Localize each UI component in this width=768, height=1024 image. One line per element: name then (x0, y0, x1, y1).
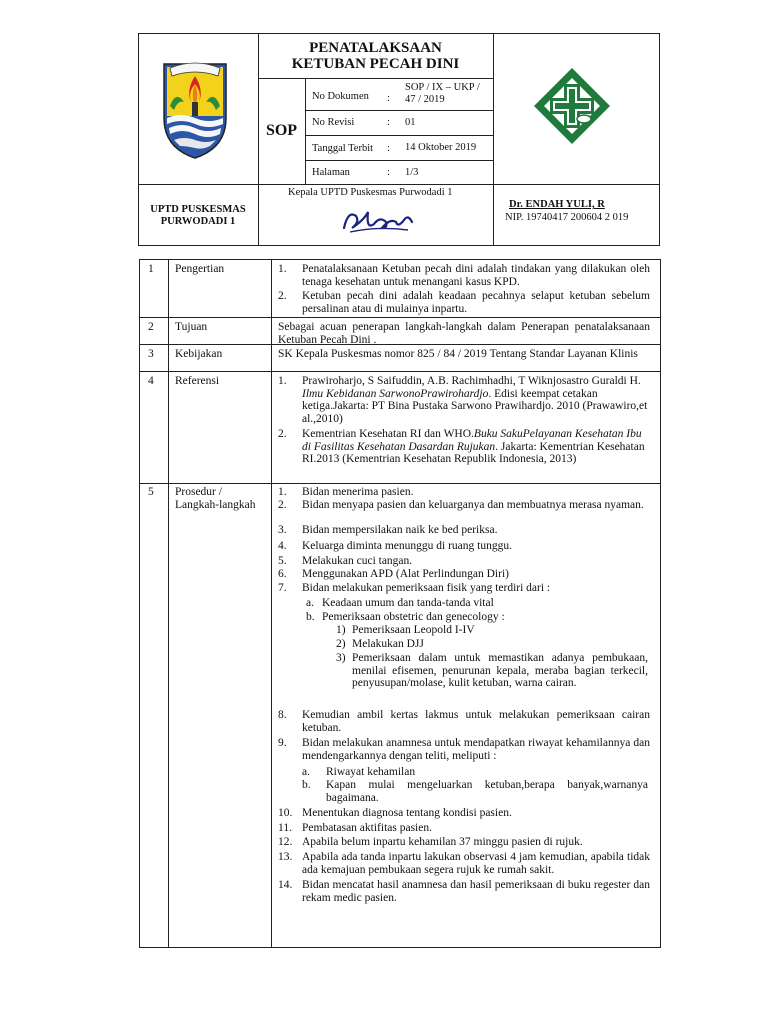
divider (139, 317, 661, 318)
step-number: 3) (336, 652, 346, 664)
divider (493, 33, 494, 246)
row-number: 2 (148, 321, 154, 333)
section-title: Prosedur / Langkah-langkah (175, 486, 256, 511)
procedure-step (302, 766, 648, 779)
step-number: 7. (278, 582, 287, 594)
divider (305, 160, 493, 161)
divider (258, 78, 493, 79)
divider (305, 110, 493, 111)
divider (139, 483, 661, 484)
ref-book-title: Buku SakuPelayanan Kesehatan Ibu di Fasilitas Kesehatan Dasardan Rujukan (302, 428, 642, 453)
step-text: Menentukan diagnosa tentang kondisi pasien. (302, 807, 512, 819)
procedure-step (278, 540, 650, 553)
step-number: 6. (278, 568, 287, 580)
section-title: Referensi (175, 375, 220, 387)
step-number: 14. (278, 879, 293, 891)
step-text: Pembatasan aktifitas pasien. (302, 822, 432, 834)
step-text: Kapan mulai mengeluarkan ketuban,berapa banyak,warnanya bagaimana. (326, 779, 648, 804)
procedure-step (278, 737, 650, 762)
section-title: Tujuan (175, 321, 208, 333)
procedure-step (278, 879, 650, 904)
procedure-step (336, 624, 648, 637)
tanggal-terbit-value: 14 Oktober 2019 (405, 142, 477, 153)
divider (305, 78, 306, 184)
step-text: Pemeriksaan dalam untuk memastikan adanya pembukaan, menilai efisemen, penurunan kepala, meraba bagian terkecil, penyusupan/molase, kulit ketuban, warna cairan. (352, 652, 648, 689)
section-text: Sebagai acuan penerapan langkah-langkah dalam Penerapan penatalaksanaan Ketuban Pecah Dini . (278, 321, 650, 346)
row-number: 5 (148, 486, 154, 498)
step-text: Pemeriksaan Leopold I-IV (352, 624, 475, 636)
tanggal-terbit-sep: : (387, 143, 390, 154)
step-text: Melakukan DJJ (352, 638, 424, 650)
procedure-step (336, 652, 648, 690)
procedure-step (278, 499, 650, 512)
step-text: Keluarga diminta menunggu di ruang tunggu. (302, 540, 512, 552)
item-number: 1. (278, 263, 287, 275)
step-number: a. (306, 597, 314, 609)
step-text: Pemeriksaan obstetric dan genecology : (322, 611, 505, 623)
no-dokumen-sep: : (387, 93, 390, 104)
ref-book-title: Ilmu Kebidanan SarwonoPrawirohardjo (302, 387, 489, 400)
section-title: Kebijakan (175, 348, 223, 360)
no-dokumen-label: No Dokumen (312, 91, 369, 102)
org-name: UPTD PUSKESMAS PURWODADI 1 (150, 204, 246, 227)
step-number: 5. (278, 555, 287, 567)
step-text: Bidan melakukan pemeriksaan fisik yang terdiri dari : (302, 582, 551, 594)
title-line-1: PENATALAKSAAN (309, 40, 442, 56)
step-number: 9. (278, 737, 287, 749)
step-number: 11. (278, 822, 292, 834)
step-number: 1) (336, 624, 346, 636)
reference-item (278, 428, 650, 466)
divider (305, 135, 493, 136)
procedure-step (278, 568, 650, 581)
divider (271, 259, 272, 948)
item-number: 2. (278, 428, 287, 440)
step-text: Melakukan cuci tangan. (302, 555, 413, 567)
no-revisi-sep: : (387, 117, 390, 128)
procedure-step (278, 822, 650, 835)
puskesmas-cross-logo (532, 66, 612, 146)
item-number: 2. (278, 290, 287, 302)
step-text: Bidan melakukan anamnesa untuk mendapatkan riwayat kehamilannya dan mendengarkannya dengan teliti, meliputi : (302, 737, 650, 762)
procedure-step (302, 779, 648, 804)
section-text: SK Kepala Puskesmas nomor 825 / 84 / 2019 Tentang Standar Layanan Klinis (278, 348, 638, 360)
row-number: 3 (148, 348, 154, 360)
procedure-step (278, 582, 650, 595)
step-number: b. (306, 611, 315, 623)
step-text: Bidan menyapa pasien dan keluarganya dan membuatnya merasa nyaman. (302, 499, 644, 511)
title-line-2: KETUBAN PECAH DINI (291, 56, 460, 72)
halaman-value: 1/3 (405, 167, 419, 178)
step-text: Bidan mencatat hasil anamnesa dan hasil pemeriksaan di buku regester dan rekam medic pasien. (302, 879, 650, 904)
no-revisi-label: No Revisi (312, 117, 355, 128)
step-text: Kemudian ambil kertas lakmus untuk melakukan pemeriksaan cairan ketuban. (302, 709, 650, 734)
row-number: 1 (148, 263, 154, 275)
step-number: 13. (278, 851, 293, 863)
reference-text (302, 428, 650, 466)
halaman-label: Halaman (312, 167, 350, 178)
reference-item (278, 375, 650, 425)
step-text: Bidan menerima pasien. (302, 486, 414, 498)
procedure-step (306, 611, 646, 624)
step-number: 4. (278, 540, 287, 552)
ref-part: . Edisi keempat cetakan ketiga.Jakarta: PT Bina Pustaka Sarwono Prawihardjo. 2010 (Prawawiro,et al.,2010) (302, 387, 648, 425)
item-text: Penatalaksanaan Ketuban pecah dini adalah tindakan yang dilakukan oleh tenaga kesehatan untuk menangani kasus KPD. (302, 263, 650, 288)
procedure-step (306, 597, 646, 610)
list-item (278, 263, 650, 288)
step-number: 2) (336, 638, 346, 650)
step-number: 12. (278, 836, 293, 848)
tanggal-terbit-label: Tanggal Terbit (312, 143, 374, 154)
step-number: 10. (278, 807, 293, 819)
row-number: 4 (148, 375, 154, 387)
procedure-step (278, 851, 650, 876)
sop-label: SOP (265, 122, 298, 139)
step-text: Keadaan umum dan tanda-tanda vital (322, 597, 494, 609)
head-nip: NIP. 19740417 200604 2 019 (505, 212, 629, 223)
step-text: Apabila ada tanda inpartu lakukan observasi 4 jam kemudian, apabila tidak ada kemajuan pembukaan segera rujuk ke rumah sakit. (302, 851, 650, 876)
divider (139, 371, 661, 372)
list-item (278, 290, 650, 315)
step-number: b. (302, 779, 311, 791)
ref-part: . Jakarta: Kementrian Kesehatan RI.2013 (Kementrian Kesehatan Republik Indonesia, 2013) (302, 440, 645, 465)
step-text: Apabila belum inpartu kehamilan 37 minggu pasien di rujuk. (302, 836, 583, 848)
step-number: 2. (278, 499, 287, 511)
procedure-step (278, 486, 650, 499)
no-revisi-value: 01 (405, 117, 416, 128)
procedure-step (278, 807, 650, 820)
procedure-step (278, 524, 650, 537)
procedure-step (336, 638, 648, 651)
ref-part: Kementrian Kesehatan RI dan WHO. (302, 428, 474, 440)
step-number: 1. (278, 486, 287, 498)
section-title: Pengertian (175, 263, 225, 275)
reference-text (302, 375, 650, 425)
divider (168, 259, 169, 948)
regency-coat-of-arms-logo (158, 56, 232, 160)
procedure-step (278, 709, 650, 734)
step-text: Bidan mempersilakan naik ke bed periksa. (302, 524, 498, 536)
procedure-step (278, 555, 650, 568)
step-number: 3. (278, 524, 287, 536)
step-number: 8. (278, 709, 287, 721)
document-title (258, 40, 493, 72)
item-text: Ketuban pecah dini adalah keadaan pecahnya selaput ketuban sebelum persalinan atau di mulainya inpartu. (302, 290, 650, 315)
no-dokumen-value: SOP / IX – UKP / 47 / 2019 (405, 82, 480, 105)
head-name: Dr. ENDAH YULI, R (509, 199, 605, 210)
ref-part: Prawiroharjo, S Saifuddin, A.B. Rachimhadhi, T Wiknjosastro Guraldi H. (302, 375, 641, 387)
item-number: 1. (278, 375, 287, 387)
halaman-sep: : (387, 167, 390, 178)
head-title: Kepala UPTD Puskesmas Purwodadi 1 (288, 187, 453, 198)
step-text: Menggunakan APD (Alat Perlindungan Diri) (302, 568, 509, 580)
step-text: Riwayat kehamilan (326, 766, 416, 778)
step-number: a. (302, 766, 310, 778)
procedure-step (278, 836, 650, 849)
signature (338, 198, 418, 242)
divider (138, 184, 660, 185)
